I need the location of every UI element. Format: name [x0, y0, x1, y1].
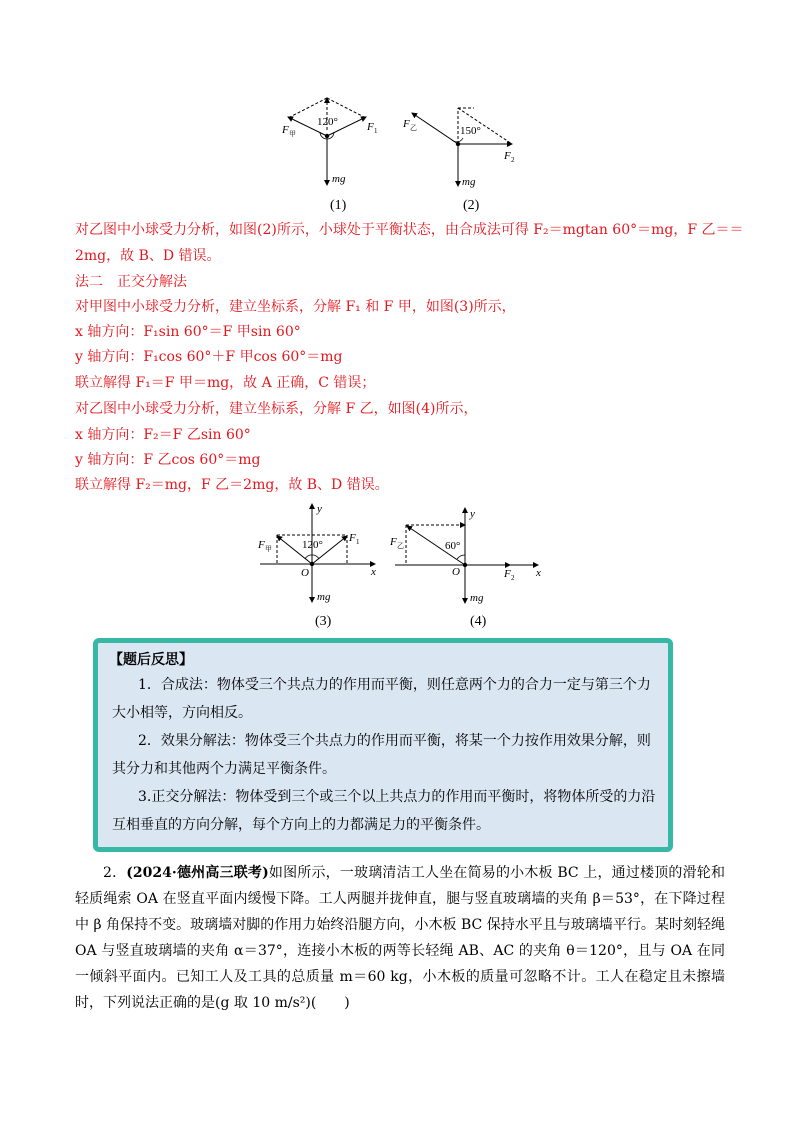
question-text: 如图所示，一玻璃清洁工人坐在简易的小木板 BC 上，通过楼顶的滑轮和轻质绳索 OA 在竖直平面内缓慢下降。工人两腿并拢伸直，腿与竖直玻璃墙的夹角 β＝53°，在下降过程中 β 角保持不变。玻璃墙对脚的作用力始终沿腿方向，小木板 BC 保持水平且与玻璃墙平行。某时刻轻绳 OA 与竖直玻璃墙的夹角 α＝37°，连接小木板的两等长轻绳 AB、AC 的夹角 θ＝120°，且与 OA 在同一倾斜平面内。已知工人及工具的总质量 m＝60 kg，小木板的质量可忽略不计。工人在稳定且未擦墙时，下列说法正确的是(g 取 10 m/s²)( ) — [75, 865, 725, 1011]
fig1-sub-f1: 1 — [374, 127, 378, 135]
fig3-label-fjia: F — [258, 539, 265, 551]
reflection-item-2: 2．效果分解法：物体受三个共点力的作用而平衡，将某一个力按作用效果分解，则其分力和其他两个力满足平衡条件。 — [112, 733, 651, 777]
fig1-sub-fjia: 甲 — [289, 130, 296, 138]
fig4-origin: O — [452, 566, 460, 578]
fig1-label-f1: F — [367, 121, 374, 133]
fig2-caption: (2) — [463, 198, 480, 213]
solution-line-10: y 轴方向：F 乙cos 60°＝mg — [75, 452, 261, 468]
fig4-label-fyi: F — [390, 536, 397, 548]
figure-4 — [390, 505, 550, 610]
fig4-y: y — [470, 508, 475, 520]
fig2-label-fyi: F — [403, 118, 410, 130]
question-2 — [75, 860, 725, 1016]
fig3-mg: mg — [317, 591, 331, 603]
reflection-box — [93, 638, 673, 852]
figure-3 — [255, 500, 385, 610]
solution-line-8: 对乙图中小球受力分析，建立坐标系，分解 F 乙，如图(4)所示， — [75, 401, 478, 417]
fig4-sub-fyi: 乙 — [397, 542, 404, 550]
reflection-item-3: 3.正交分解法：物体受到三个或三个以上共点力的作用而平衡时，将物体所受的力沿互相垂直的方向分解，每个方向上的力都满足力的平衡条件。 — [112, 789, 656, 833]
fig3-sub-fjia: 甲 — [265, 545, 272, 553]
reflection-item-1: 1．合成法：物体受三个共点力的作用而平衡，则任意两个力的合力一定与第三个力大小相等，方向相反。 — [112, 677, 651, 721]
question-source: (2024·德州高三联考) — [126, 865, 269, 881]
solution-line-1: 对乙图中小球受力分析，如图(2)所示，小球处于平衡状态，由合成法可得 F₂＝mgtan 60°＝mg，F 乙＝＝ — [75, 222, 744, 238]
reflection-title: 【题后反思】 — [109, 652, 193, 668]
fig2-angle: 150° — [460, 125, 481, 137]
fig3-sub-f1: 1 — [356, 538, 360, 546]
fig3-y: y — [317, 503, 322, 515]
fig3-x: x — [371, 566, 376, 578]
question-number: 2． — [103, 865, 127, 881]
fig1-mg: mg — [332, 173, 346, 185]
fig2-label-f2: F — [504, 150, 511, 162]
fig1-caption: (1) — [330, 198, 347, 213]
solution-line-3: 法二 正交分解法 — [75, 274, 187, 290]
fig4-angle: 60° — [445, 540, 461, 552]
fig2-mg: mg — [462, 176, 476, 188]
fig3-origin: O — [301, 567, 309, 579]
fig2-sub-fyi: 乙 — [410, 124, 417, 132]
solution-line-4: 对甲图中小球受力分析，建立坐标系，分解 F₁ 和 F 甲，如图(3)所示， — [75, 299, 516, 315]
figure-2 — [400, 100, 530, 195]
solution-line-2: 2mg，故 B、D 错误。 — [75, 248, 221, 264]
fig4-caption: (4) — [470, 614, 487, 629]
fig4-sub-f2: 2 — [511, 574, 515, 582]
solution-line-6: y 轴方向：F₁cos 60°＋F 甲cos 60°＝mg — [75, 349, 343, 365]
fig1-angle: 120° — [317, 116, 338, 128]
solution-line-5: x 轴方向：F₁sin 60°＝F 甲sin 60° — [75, 324, 301, 340]
solution-line-7: 联立解得 F₁＝F 甲＝mg，故 A 正确，C 错误； — [75, 375, 376, 391]
solution-line-11: 联立解得 F₂＝mg，F 乙＝2mg，故 B、D 错误。 — [75, 477, 389, 493]
figure-1 — [270, 90, 390, 195]
fig3-angle: 120° — [302, 539, 323, 551]
fig4-mg: mg — [470, 592, 484, 604]
fig1-label-fjia: F — [282, 124, 289, 136]
fig4-label-f2: F — [504, 568, 511, 580]
fig2-sub-f2: 2 — [511, 156, 515, 164]
fig3-caption: (3) — [315, 614, 332, 629]
solution-line-9: x 轴方向：F₂＝F 乙sin 60° — [75, 427, 251, 443]
fig4-x: x — [536, 567, 541, 579]
fig3-label-f1: F — [349, 532, 356, 544]
